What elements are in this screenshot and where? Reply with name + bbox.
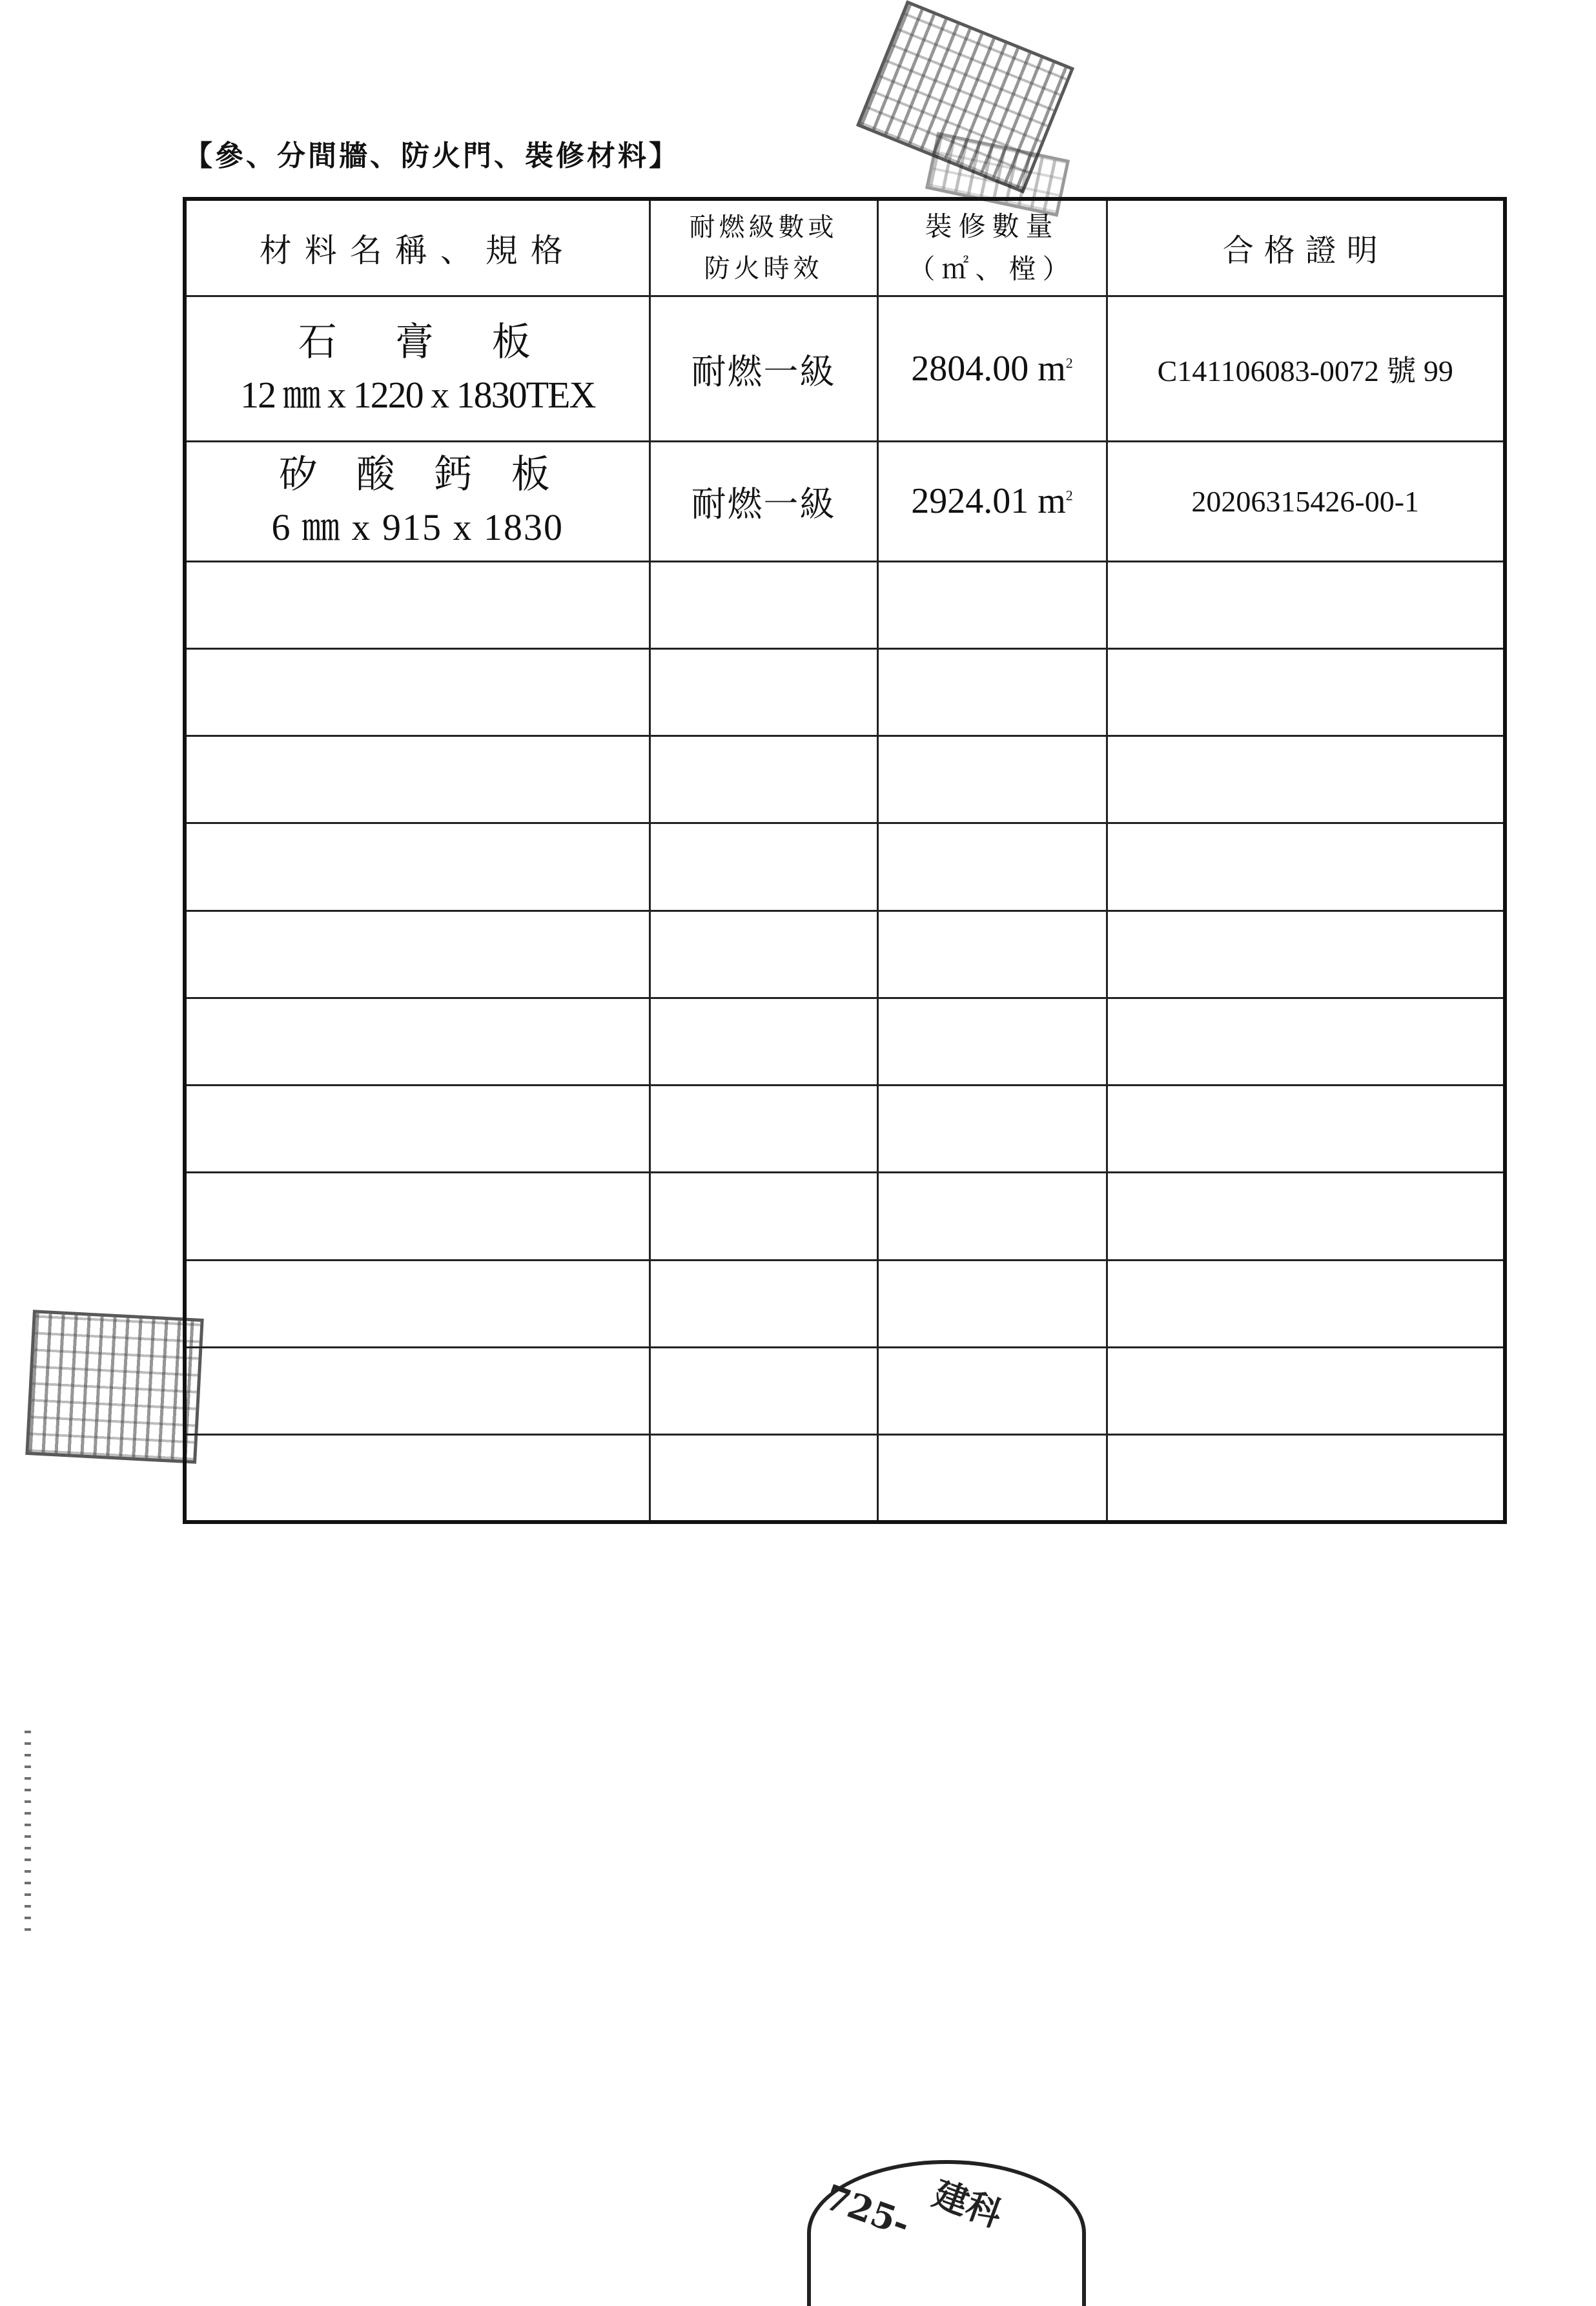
empty-row [185,736,1505,823]
material-cell [185,296,650,441]
material-cell [185,442,650,561]
table-row [185,442,1505,561]
header-quantity [877,199,1107,296]
header-fire-grade-line2: 防火時效 [704,253,823,283]
empty-row [185,561,1505,648]
empty-row [185,823,1505,911]
empty-row [185,1260,1505,1347]
quantity-cell [877,296,1107,441]
empty-row [185,998,1505,1085]
header-fire-grade [650,199,877,296]
empty-row [185,1086,1505,1173]
material-name: 矽酸鈣板 [278,452,589,498]
empty-row [185,1173,1505,1260]
fire-grade-cell: 耐燃一級 [650,442,877,561]
quantity-cell [877,442,1107,561]
margin-marks [25,1724,31,1931]
table-row [185,296,1505,441]
header-certificate: 合格證明 [1107,199,1505,296]
materials-table [183,197,1507,1524]
bottom-round-seal [807,2160,1086,2306]
seal-text-number: 725- [819,2176,916,2245]
empty-row [185,1435,1505,1522]
material-name: 石膏板 [298,320,589,365]
fire-grade-cell: 耐燃一級 [650,296,877,441]
certificate-cell: 20206315426-00-1 [1107,442,1505,561]
header-material-name: 材料名稱、規格 [185,199,650,296]
quantity-unit-sup: 2 [1065,487,1073,504]
seal-text-label: 建科 [928,2172,1008,2236]
section-title: 【參、分間牆、防火門、裝修材料】 [184,139,680,172]
quantity-unit-sup: 2 [1065,355,1073,371]
header-fire-grade-line1: 耐燃級數或 [689,212,838,242]
header-quantity-line2: （㎡、樘） [908,252,1076,285]
header-row [185,199,1505,296]
certificate-cell: C141106083-0072 號 99 [1107,296,1505,441]
quantity-value: 2804.00 m [911,349,1066,389]
stamp-left-seal [25,1310,203,1464]
header-quantity-line1: 裝修數量 [925,210,1059,242]
material-spec: 6 ㎜ x 915 x 1830 [271,506,564,549]
empty-row [185,1347,1505,1434]
material-spec: 12 ㎜ x 1220 x 1830TEX [240,374,595,416]
empty-row [185,911,1505,998]
quantity-value: 2924.01 m [911,481,1066,522]
empty-row [185,648,1505,736]
